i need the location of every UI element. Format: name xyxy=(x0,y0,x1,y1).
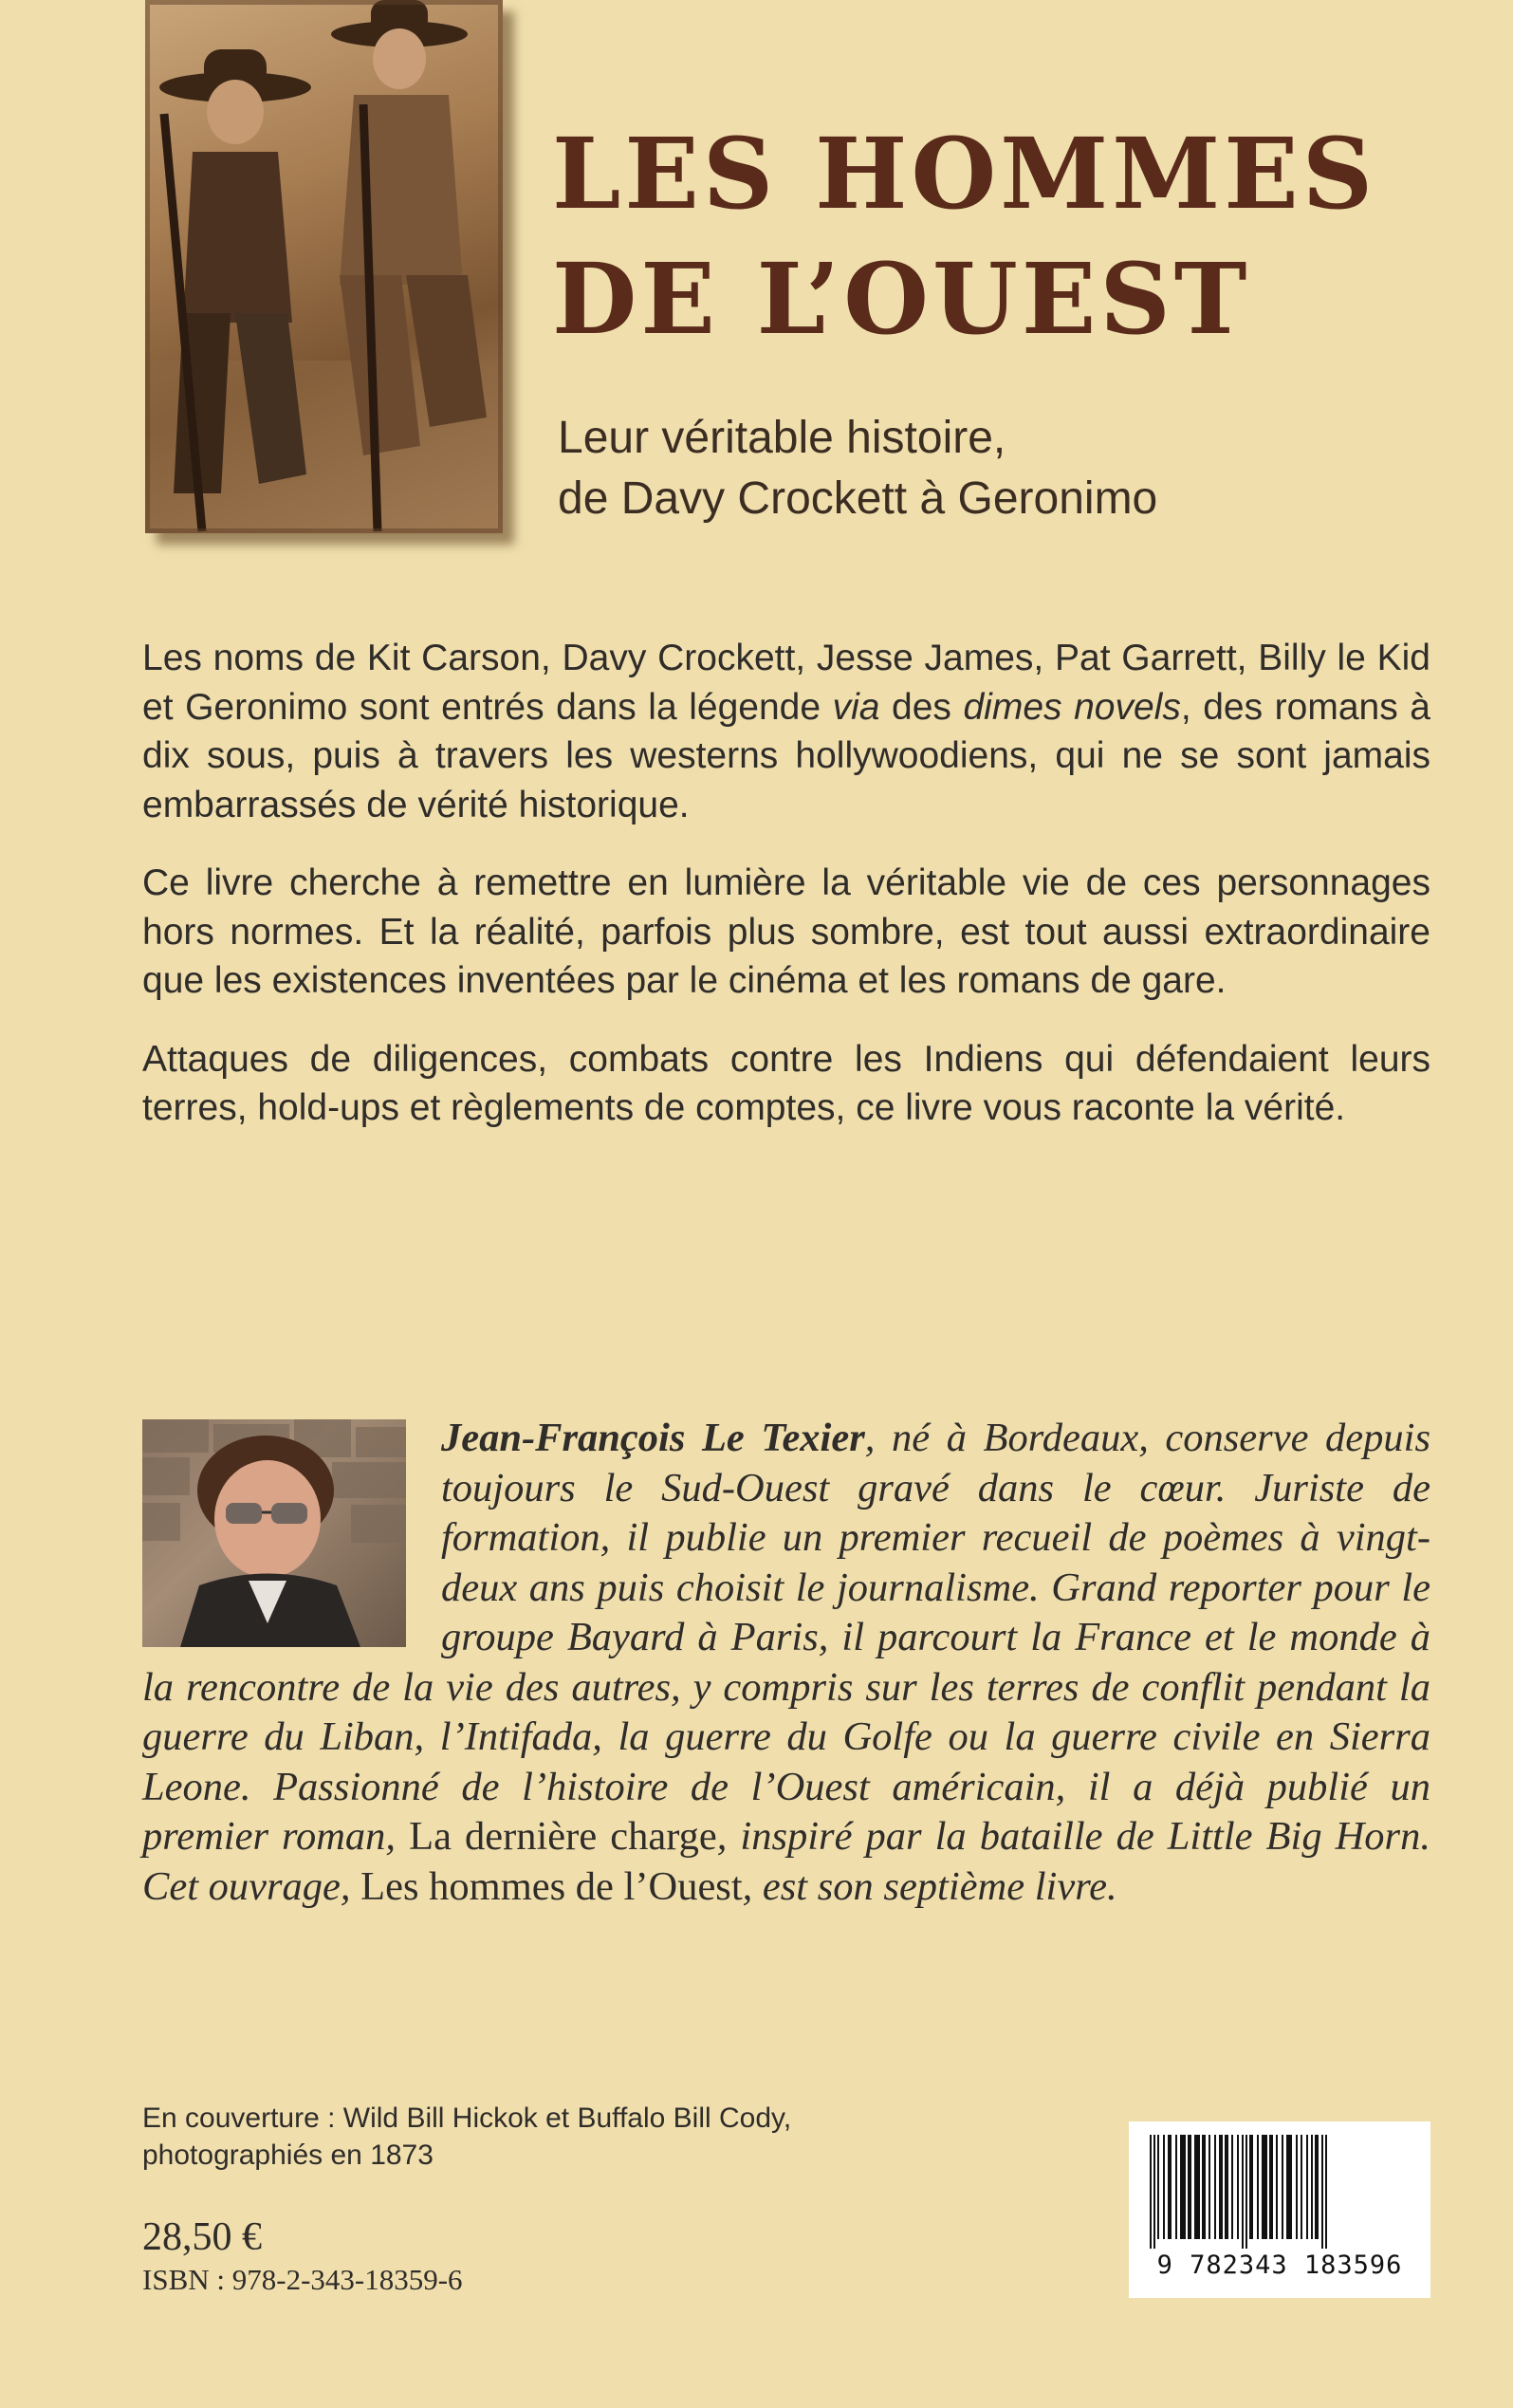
author-bio xyxy=(142,1414,1430,1912)
bio-novel-title: La dernière charge xyxy=(409,1814,717,1859)
barcode-bar xyxy=(1188,2135,1191,2239)
barcode-bar xyxy=(1214,2135,1216,2239)
blurb-paragraph-1 xyxy=(142,634,1430,829)
barcode-bar xyxy=(1245,2135,1247,2249)
barcode-bar xyxy=(1225,2135,1228,2239)
author-photo-space xyxy=(142,1414,441,1646)
subtitle-line2: de Davy Crockett à Geronimo xyxy=(558,473,1158,524)
barcode-bar xyxy=(1242,2135,1244,2249)
barcode-bar xyxy=(1262,2135,1267,2239)
back-cover-blurb xyxy=(142,634,1430,1162)
barcode-bar xyxy=(1315,2135,1319,2239)
barcode-bar xyxy=(1153,2135,1155,2249)
cover-credit-line2: photographiés en 1873 xyxy=(142,2139,434,2171)
barcode-bar xyxy=(1219,2135,1223,2239)
barcode-bar xyxy=(1269,2135,1273,2239)
barcode-bar xyxy=(1306,2135,1308,2239)
barcode-bar xyxy=(1311,2135,1313,2239)
blurb-text: , des romans à dix sous, puis à travers les westerns hollywoodiens, qui ne se sont jamais embarrassés de vérité historique. xyxy=(142,686,1430,825)
barcode-bar xyxy=(1257,2135,1259,2239)
bio-text: , est son septième livre. xyxy=(742,1863,1117,1909)
blurb-italic-via: via xyxy=(832,686,880,728)
barcode-bar xyxy=(1168,2135,1172,2239)
barcode-bar xyxy=(1325,2135,1327,2249)
bio-text: , né à Bordeaux, conserve depuis toujours le Sud-Ouest gravé dans le cœur. Juriste de formation, il publie un premier recueil de poèmes à vingt-deux ans puis choisit le journalisme. Grand reporter pour le groupe Bayard à Paris, il parcourt la France et le monde à la rencontre de la vie des autres, y compris sur les terres de conflit pendant la guerre du Liban, l’Intifada, la guerre du Golfe ou la guerre civile en Sierra Leone. Passionné de l’histoire de l’Ouest américain, il a déjà publié un premier roman, xyxy=(142,1416,1430,1859)
price: 28,50 € xyxy=(142,2215,262,2259)
barcode-bar xyxy=(1194,2135,1200,2239)
bio-book-title: Les hommes de l’Ouest xyxy=(360,1863,743,1909)
barcode-bar xyxy=(1237,2135,1239,2239)
cover-credit xyxy=(142,2100,996,2174)
barcode-bar xyxy=(1163,2135,1165,2239)
barcode-bar xyxy=(1202,2135,1206,2239)
barcode-bar xyxy=(1286,2135,1292,2239)
vintage-photo-icon xyxy=(145,0,503,533)
author-name: Jean-François Le Texier xyxy=(441,1416,865,1460)
barcode-bar xyxy=(1282,2135,1283,2239)
isbn: ISBN : 978-2-343-18359-6 xyxy=(142,2263,463,2296)
blurb-text: des xyxy=(879,686,964,728)
cover-credit-line1: En couverture : Wild Bill Hickok et Buffalo Bill Cody, xyxy=(142,2102,792,2134)
blurb-paragraph-2: Ce livre cherche à remettre en lumière la véritable vie de ces personnages hors normes. Et la réalité, parfois plus sombre, est tout aussi extraordinaire que les existences inventées par le cinéma et les romans de gare. xyxy=(142,862,1430,1001)
barcode-bar xyxy=(1150,2135,1152,2249)
barcode-bar xyxy=(1321,2135,1323,2249)
bio-text: , inspiré par la bataille de Little Big Horn. Cet ouvrage, xyxy=(142,1814,1430,1909)
barcode-bar xyxy=(1231,2135,1233,2239)
barcode-icon xyxy=(1146,2135,1413,2249)
barcode-digits: 9 782343 183596 xyxy=(1156,2251,1403,2280)
barcode xyxy=(1129,2121,1430,2298)
barcode-bar xyxy=(1175,2135,1177,2239)
barcode-bar xyxy=(1209,2135,1210,2239)
barcode-bar xyxy=(1276,2135,1278,2239)
blurb-italic-dimes-novels: dimes novels xyxy=(963,686,1181,728)
blurb-text: Les noms de Kit Carson, Davy Crockett, Jesse James, Pat Garrett, Billy le Kid et Geronimo sont entrés dans la légende xyxy=(142,638,1430,728)
book-title xyxy=(552,112,1501,362)
book-title-line2: DE L’OUEST xyxy=(552,242,1251,357)
barcode-bar xyxy=(1180,2135,1186,2239)
subtitle-line1: Leur véritable histoire, xyxy=(558,413,1006,463)
barcode-bar xyxy=(1301,2135,1302,2239)
book-subtitle xyxy=(558,408,1506,529)
blurb-paragraph-3: Attaques de diligences, combats contre les Indiens qui défendaient leurs terres, hold-ups et règlements de comptes, ce livre vous raconte la vérité. xyxy=(142,1038,1430,1128)
barcode-bar xyxy=(1296,2135,1298,2239)
book-title-line1: LES HOMMES xyxy=(552,117,1377,232)
barcode-bar xyxy=(1249,2135,1253,2239)
barcode-bar xyxy=(1157,2135,1159,2239)
cover-photo xyxy=(145,0,503,533)
